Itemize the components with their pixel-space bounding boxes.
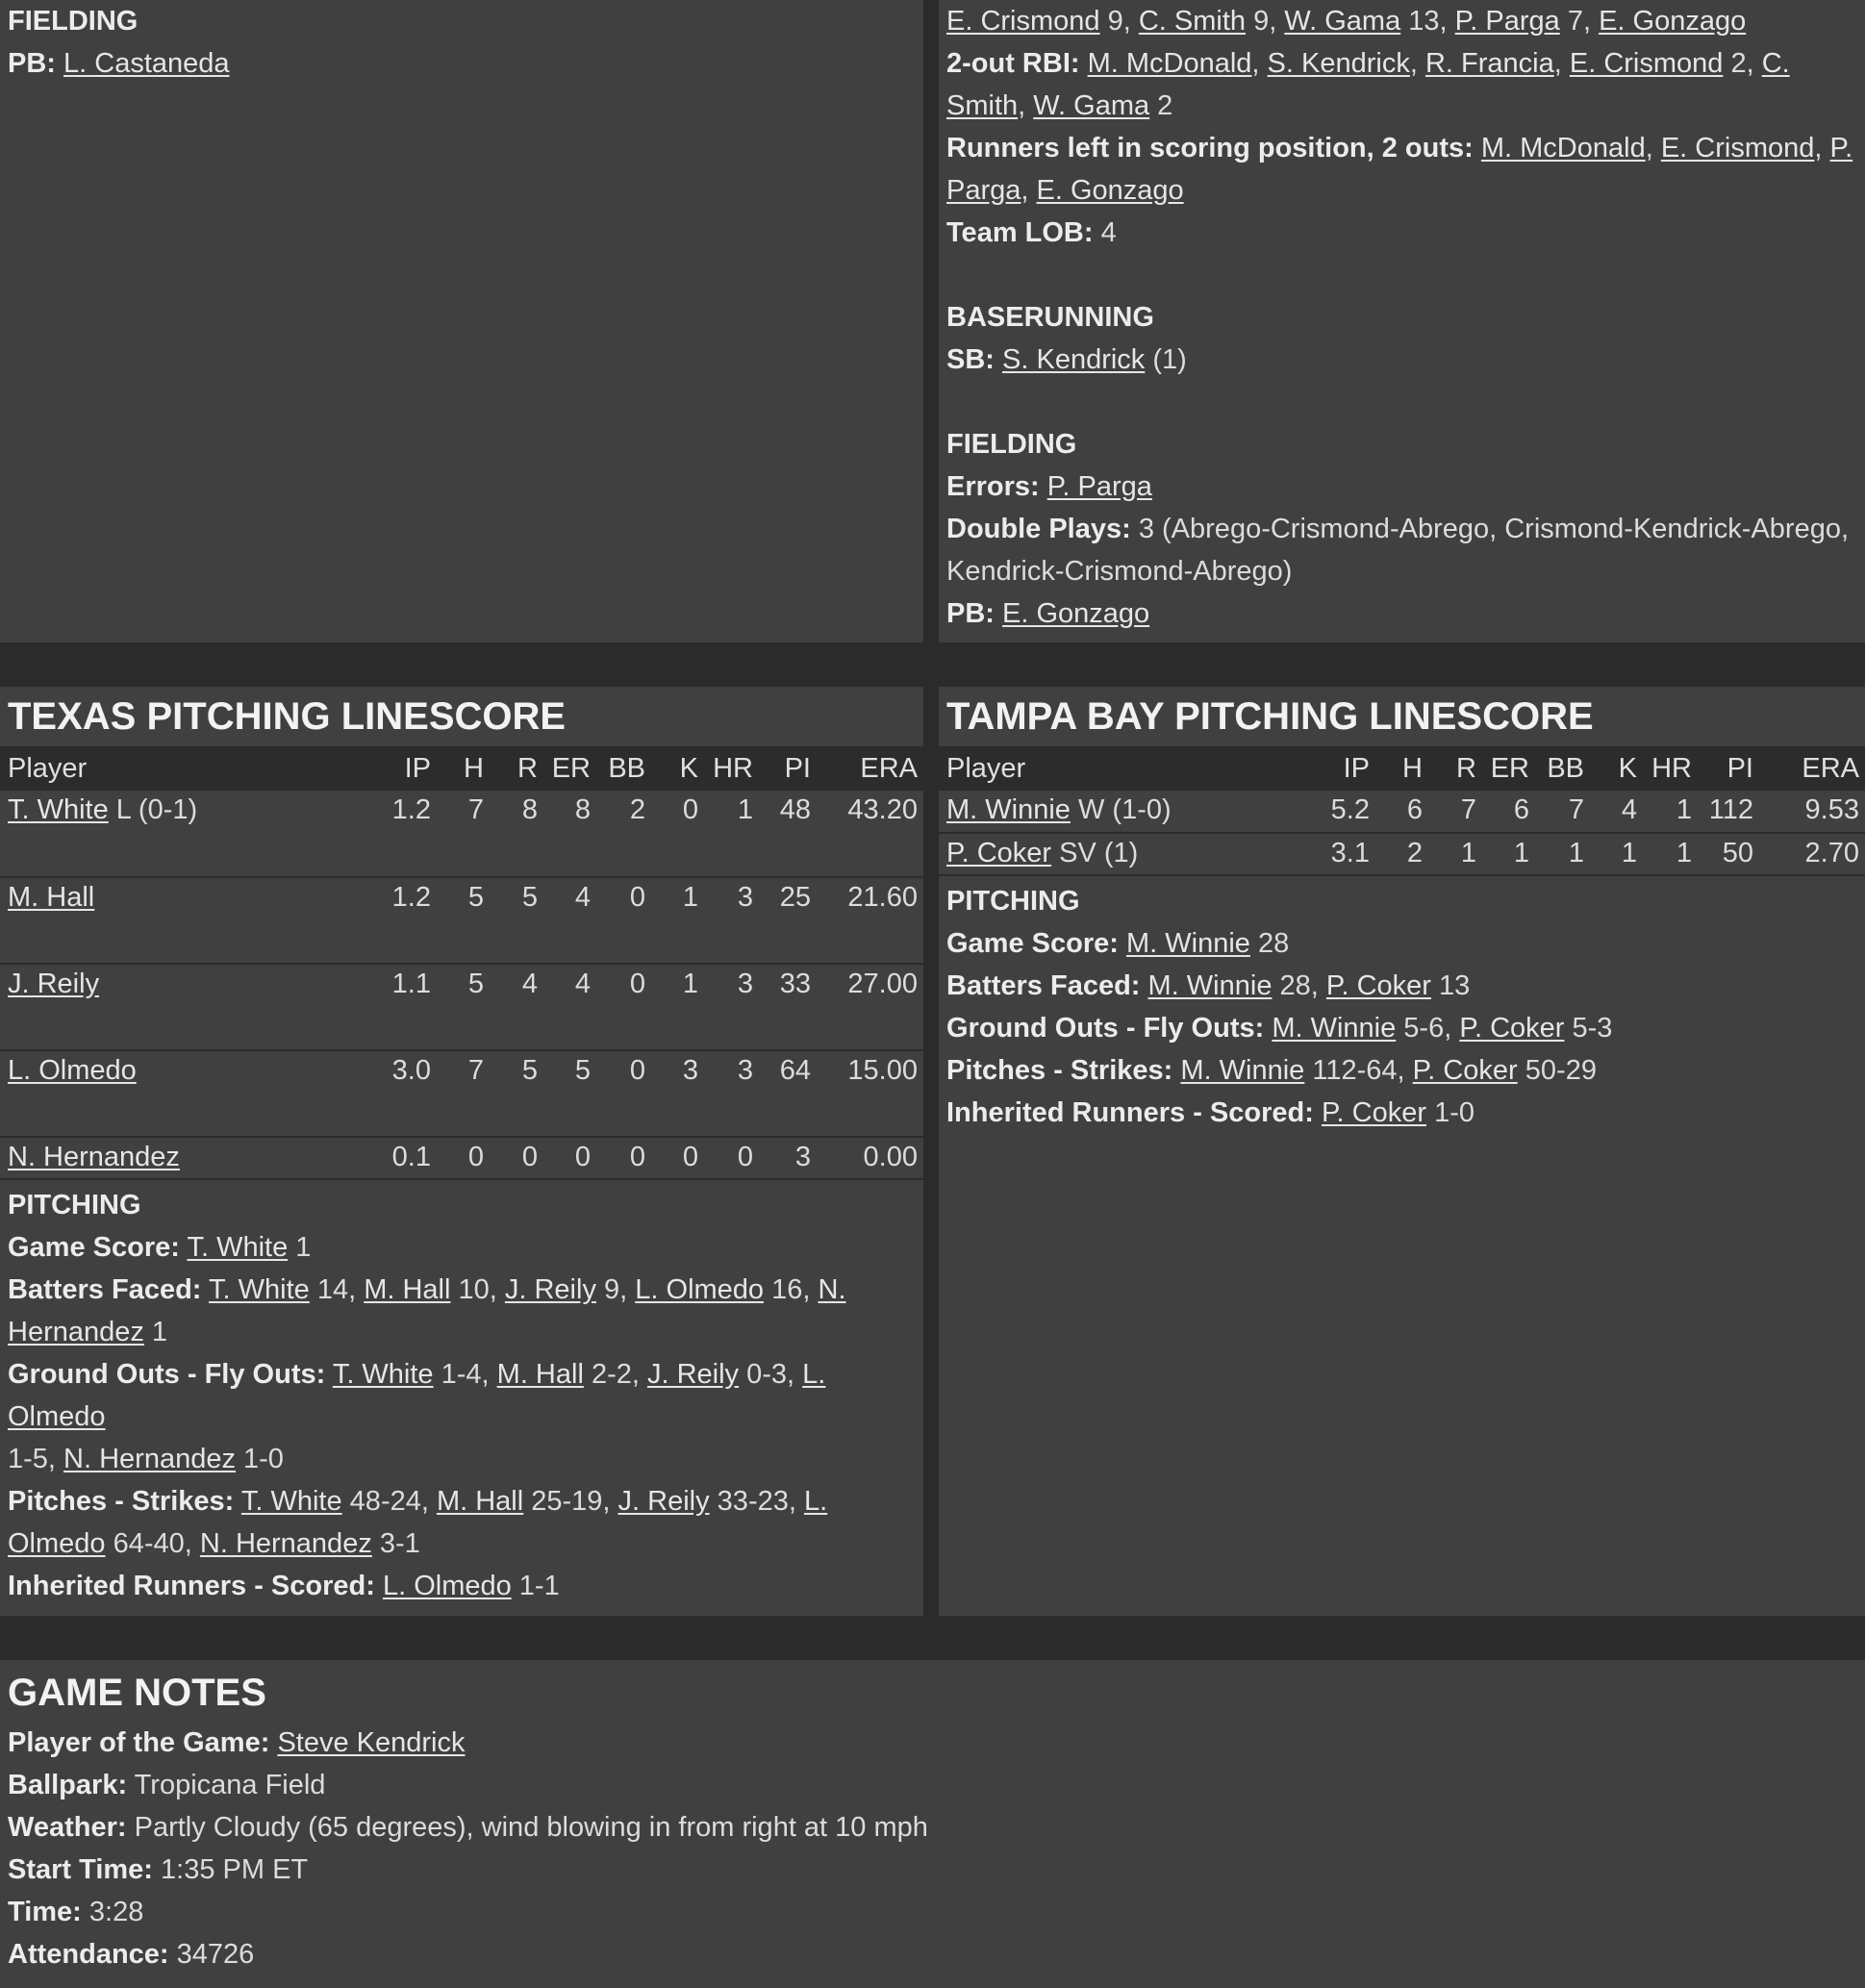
go-fo-line <box>946 1007 1857 1049</box>
stat-text: 7, <box>1559 6 1600 37</box>
player-cell <box>0 1137 385 1179</box>
er-cell: 4 <box>543 877 596 964</box>
stat-text: 10, <box>450 1274 505 1305</box>
ps-label: Pitches - Strikes: <box>8 1486 235 1517</box>
player-link[interactable]: M. Winnie <box>1272 1013 1397 1044</box>
player-link[interactable]: L. Olmedo <box>382 1571 512 1601</box>
col-header[interactable]: PI <box>1698 746 1759 791</box>
pb-label: PB: <box>946 598 995 629</box>
r-cell: 8 <box>490 791 543 877</box>
k-cell: 1 <box>651 964 704 1050</box>
table-header-row <box>939 746 1865 791</box>
stat-text: 9, <box>595 1274 636 1305</box>
texas-pitching-notes <box>0 1180 923 1607</box>
player-link[interactable]: P. Coker <box>1459 1013 1565 1044</box>
player-link[interactable]: M. Hall <box>8 882 95 913</box>
player-cell <box>0 877 385 964</box>
col-header[interactable]: ER <box>543 746 596 791</box>
player-link[interactable]: E. Crismond <box>1660 133 1815 164</box>
stat-text: 1-0 <box>235 1444 284 1474</box>
stat-text: 1-0 <box>1426 1097 1475 1128</box>
ps-label: Pitches - Strikes: <box>946 1055 1173 1086</box>
r-cell: 0 <box>490 1137 543 1179</box>
hr-cell: 3 <box>704 964 759 1050</box>
h-cell: 0 <box>437 1137 490 1179</box>
stat-text: 28 <box>1249 928 1290 959</box>
stat-text: 0-3, <box>739 1359 803 1390</box>
attendance-label: Attendance: <box>8 1939 169 1970</box>
stat-text: 64-40, <box>105 1528 200 1559</box>
player-link[interactable]: J. Reily <box>617 1486 710 1517</box>
h-cell: 7 <box>437 791 490 877</box>
player-link[interactable]: P. <box>1829 133 1853 164</box>
ir-label: Inherited Runners - Scored: <box>8 1571 375 1601</box>
pi-cell: 3 <box>759 1137 817 1179</box>
batters-faced-line <box>8 1269 916 1311</box>
era-cell: 43.20 <box>817 791 923 877</box>
sb-label: SB: <box>946 344 995 375</box>
player-cell <box>939 833 1323 875</box>
player-link[interactable]: T. White <box>187 1232 289 1263</box>
col-header[interactable]: R <box>1428 746 1482 791</box>
er-cell: 5 <box>543 1050 596 1137</box>
player-link[interactable]: E. Crismond <box>946 6 1100 37</box>
spacer <box>946 381 1857 423</box>
h-cell: 5 <box>437 964 490 1050</box>
player-cell <box>0 964 385 1050</box>
section-title: TEXAS PITCHING LINESCORE <box>8 695 567 738</box>
player-link[interactable]: Smith <box>946 90 1019 121</box>
lob-label: Team LOB: <box>946 217 1094 248</box>
player-link[interactable]: S. Kendrick <box>1002 344 1146 375</box>
player-link[interactable]: M. Hall <box>496 1359 584 1390</box>
stat-text: 2 <box>1149 90 1173 121</box>
era-cell: 9.53 <box>1759 791 1865 833</box>
rlisp-line-cont: Parga, E. Gonzago <box>946 175 1184 206</box>
col-header[interactable]: H <box>437 746 490 791</box>
ir-label: Inherited Runners - Scored: <box>946 1097 1314 1128</box>
er-cell: 4 <box>543 964 596 1050</box>
r-cell: 4 <box>490 964 543 1050</box>
weather-label: Weather: <box>8 1812 127 1843</box>
player-link[interactable]: M. Winnie <box>1180 1055 1305 1086</box>
two-out-rbi-line-cont: Smith, W. Gama 2 <box>946 90 1173 121</box>
section-title: GAME NOTES <box>8 1672 266 1714</box>
team-lob-line <box>946 212 1857 254</box>
col-header[interactable]: ER <box>1482 746 1535 791</box>
pb-line <box>8 42 916 85</box>
table-row <box>0 964 923 1050</box>
bb-cell: 0 <box>596 877 651 964</box>
fielding-header: FIELDING <box>946 429 1077 460</box>
time-value: 3:28 <box>81 1897 144 1927</box>
sb-count: (1) <box>1145 344 1187 375</box>
ip-cell: 1.2 <box>385 877 437 964</box>
stat-text: 2-2, <box>583 1359 647 1390</box>
stat-text: 33-23, <box>709 1486 804 1517</box>
ip-cell: 1.2 <box>385 791 437 877</box>
dp-label: Double Plays: <box>946 514 1131 544</box>
stat-text: 5-6, <box>1396 1013 1460 1044</box>
h-cell: 5 <box>437 877 490 964</box>
table-header-row <box>0 746 923 791</box>
bb-cell: 0 <box>596 1050 651 1137</box>
player-cell <box>0 1050 385 1137</box>
attendance-value: 34726 <box>168 1939 255 1970</box>
table-row <box>939 833 1865 875</box>
start-label: Start Time: <box>8 1854 153 1885</box>
er-cell: 8 <box>543 791 596 877</box>
start-time-line <box>8 1849 1857 1891</box>
attendance-line <box>8 1933 1857 1975</box>
player-link[interactable]: L. Castaneda <box>63 48 230 79</box>
col-header[interactable]: BB <box>596 746 651 791</box>
hr-cell: 1 <box>704 791 759 877</box>
weather-value: Partly Cloudy (65 degrees), wind blowing in from right at 10 mph <box>126 1812 928 1843</box>
player-link[interactable]: P. Coker <box>946 838 1052 868</box>
tampa-pitching-notes <box>939 876 1865 1134</box>
col-header[interactable]: HR <box>704 746 759 791</box>
stat-text: 50-29 <box>1517 1055 1597 1086</box>
h-cell: 6 <box>1375 791 1428 833</box>
era-cell: 2.70 <box>1759 833 1865 875</box>
errors-line <box>946 466 1857 508</box>
pi-cell: 50 <box>1698 833 1759 875</box>
player-cell <box>0 791 385 877</box>
pi-cell: 48 <box>759 791 817 877</box>
bb-cell: 0 <box>596 964 651 1050</box>
ballpark-value: Tropicana Field <box>127 1770 326 1800</box>
player-link[interactable]: C. Smith <box>1138 6 1247 37</box>
player-link[interactable]: L. Olmedo <box>635 1274 765 1305</box>
player-link[interactable]: W. Gama <box>1033 90 1150 121</box>
player-link[interactable]: S. Kendrick <box>1267 48 1410 79</box>
r-cell: 5 <box>490 1050 543 1137</box>
time-label: Time: <box>8 1897 82 1927</box>
hr-cell: 3 <box>704 877 759 964</box>
stat-text: 14, <box>309 1274 365 1305</box>
player-link[interactable]: J. Reily <box>504 1274 596 1305</box>
player-link[interactable]: L. Olmedo <box>8 1055 137 1086</box>
player-link[interactable]: E. Crismond <box>1569 48 1724 79</box>
col-header[interactable]: BB <box>1535 746 1590 791</box>
player-link[interactable]: J. Reily <box>646 1359 740 1390</box>
table-row <box>0 791 923 877</box>
spacer <box>946 254 1857 296</box>
player-cell <box>939 791 1323 833</box>
pitching-header: PITCHING <box>946 886 1080 917</box>
go-fo-line-cont <box>8 1438 916 1480</box>
batters-faced-line-cont <box>8 1311 916 1353</box>
start-value: 1:35 PM ET <box>152 1854 309 1885</box>
player-link[interactable]: T. White <box>240 1486 342 1517</box>
pitching-header: PITCHING <box>8 1190 141 1220</box>
col-header[interactable]: Player <box>0 746 385 791</box>
stat-text: 1 <box>143 1317 168 1347</box>
potg-label: Player of the Game: <box>8 1727 270 1758</box>
player-link[interactable]: E. Gonzago <box>1002 598 1150 629</box>
er-cell: 6 <box>1482 791 1535 833</box>
double-plays-line-cont: Kendrick-Crismond-Abrego) <box>946 556 1293 587</box>
col-header[interactable]: Player <box>939 746 1323 791</box>
col-header[interactable]: H <box>1375 746 1428 791</box>
bf-label: Batters Faced: <box>8 1274 202 1305</box>
pb-label: PB: <box>8 48 56 79</box>
ballpark-line <box>8 1764 1857 1806</box>
pitches-strikes-line <box>8 1480 916 1522</box>
lob-value: 4 <box>1093 217 1117 248</box>
player-link[interactable]: N. <box>818 1274 846 1305</box>
batting-line-1 <box>946 0 1857 42</box>
ip-cell: 3.1 <box>1323 833 1375 875</box>
stat-text: 9, <box>1246 6 1285 37</box>
inherited-runners-line <box>946 1092 1857 1134</box>
player-link[interactable]: Steve Kendrick <box>277 1727 466 1758</box>
stat-text: 13, <box>1400 6 1455 37</box>
decision-note: W (1-0) <box>1070 794 1172 825</box>
errors-label: Errors: <box>946 471 1040 502</box>
hr-cell: 1 <box>1643 791 1698 833</box>
game-score-label: Game Score: <box>946 928 1119 959</box>
er-cell: 0 <box>543 1137 596 1179</box>
dp-value: 3 (Abrego-Crismond-Abrego, Crismond-Kendrick-Abrego, <box>1130 514 1850 544</box>
stat-text: 1-4, <box>433 1359 497 1390</box>
tampa-pitching-panel <box>939 687 1865 1616</box>
double-plays-line <box>946 508 1857 550</box>
k-cell: 0 <box>651 1137 704 1179</box>
pi-cell: 112 <box>1698 791 1759 833</box>
game-notes-panel <box>0 1660 1865 1988</box>
player-link[interactable]: R. Francia <box>1424 48 1554 79</box>
weather-line <box>8 1806 1857 1849</box>
stat-text: 5-3 <box>1564 1013 1613 1044</box>
stat-text: 48-24, <box>341 1486 437 1517</box>
era-cell: 21.60 <box>817 877 923 964</box>
ip-cell: 1.1 <box>385 964 437 1050</box>
go-fo-line <box>8 1353 916 1438</box>
player-link[interactable]: P. Coker <box>1325 970 1431 1001</box>
player-link[interactable]: P. Parga <box>1454 6 1560 37</box>
er-cell: 1 <box>1482 833 1535 875</box>
go-label: Ground Outs - Fly Outs: <box>8 1359 326 1390</box>
player-link[interactable]: M. Winnie <box>946 794 1071 825</box>
col-header[interactable]: K <box>651 746 704 791</box>
era-cell: 0.00 <box>817 1137 923 1179</box>
col-header[interactable]: ERA <box>1759 746 1865 791</box>
player-link[interactable]: M. Hall <box>436 1486 524 1517</box>
player-link[interactable]: N. Hernandez <box>8 1142 180 1172</box>
player-link[interactable]: Hernandez <box>8 1317 144 1347</box>
texas-pitching-panel <box>0 687 923 1616</box>
player-link[interactable]: P. Parga <box>1046 471 1152 502</box>
col-header[interactable]: K <box>1590 746 1643 791</box>
player-link[interactable]: P. Coker <box>1412 1055 1518 1086</box>
bf-label: Batters Faced: <box>946 970 1141 1001</box>
bb-cell: 1 <box>1535 833 1590 875</box>
k-cell: 3 <box>651 1050 704 1137</box>
player-link[interactable]: C. <box>1761 48 1790 79</box>
k-cell: 0 <box>651 791 704 877</box>
player-link[interactable]: J. Reily <box>8 969 100 999</box>
ballpark-label: Ballpark: <box>8 1770 128 1800</box>
stat-text: 1-5, <box>8 1444 64 1474</box>
pb-line <box>946 592 1857 635</box>
k-cell: 4 <box>1590 791 1643 833</box>
player-link[interactable]: T. White <box>332 1359 434 1390</box>
two-out-rbi-line: 2-out RBI: M. McDonald, S. Kendrick, R. Francia, E. Crismond 2, C. <box>946 48 1790 79</box>
stat-text: 16, <box>764 1274 819 1305</box>
stat-text: 3-1 <box>371 1528 420 1559</box>
col-header[interactable]: PI <box>759 746 817 791</box>
table-row <box>939 791 1865 833</box>
player-link[interactable]: W. Gama <box>1284 6 1401 37</box>
texas-pitching-table <box>0 746 923 1180</box>
table-row <box>0 877 923 964</box>
hr-cell: 1 <box>1643 833 1698 875</box>
ip-cell: 0.1 <box>385 1137 437 1179</box>
section-title: TAMPA BAY PITCHING LINESCORE <box>946 695 1594 738</box>
game-score-line <box>8 1226 916 1269</box>
stat-text: 2, <box>1723 48 1762 79</box>
r-cell: 5 <box>490 877 543 964</box>
k-cell: 1 <box>1590 833 1643 875</box>
texas-fielding-panel <box>0 0 923 642</box>
player-link[interactable]: E. Gonzago <box>1599 6 1747 37</box>
tampa-batting-notes-panel <box>939 0 1865 642</box>
r-cell: 1 <box>1428 833 1482 875</box>
bb-cell: 2 <box>596 791 651 877</box>
player-link[interactable]: M. Winnie <box>1147 970 1273 1001</box>
player-link[interactable]: L. Olmedo <box>8 1359 826 1432</box>
player-link[interactable]: P. Coker <box>1321 1097 1427 1128</box>
ip-cell: 3.0 <box>385 1050 437 1137</box>
rlisp-label: Runners left in scoring position, 2 outs: <box>946 133 1474 164</box>
go-label: Ground Outs - Fly Outs: <box>946 1013 1265 1044</box>
player-link[interactable]: M. Hall <box>364 1274 451 1305</box>
player-link[interactable]: N. Hernandez <box>199 1528 372 1559</box>
era-cell: 15.00 <box>817 1050 923 1137</box>
decision-note: L (0-1) <box>108 794 198 825</box>
pitches-strikes-line <box>946 1049 1857 1092</box>
player-of-game-line <box>8 1722 1857 1764</box>
stat-text: 9, <box>1099 6 1139 37</box>
pi-cell: 25 <box>759 877 817 964</box>
bb-cell: 7 <box>1535 791 1590 833</box>
table-row <box>0 1050 923 1137</box>
game-score-label: Game Score: <box>8 1232 180 1263</box>
player-link[interactable]: T. White <box>209 1274 310 1305</box>
fielding-header: FIELDING <box>8 6 139 37</box>
ip-cell: 5.2 <box>1323 791 1375 833</box>
stat-text: 1 <box>288 1232 312 1263</box>
player-link[interactable]: E. Gonzago <box>1036 175 1184 206</box>
col-header[interactable]: IP <box>1323 746 1375 791</box>
r-cell: 7 <box>1428 791 1482 833</box>
k-cell: 1 <box>651 877 704 964</box>
decision-note: SV (1) <box>1051 838 1139 868</box>
game-notes-body <box>0 1722 1865 1975</box>
rlisp-line: Runners left in scoring position, 2 outs: M. McDonald, E. Crismond, P. <box>946 133 1853 164</box>
table-row <box>0 1137 923 1179</box>
player-link[interactable]: M. Winnie <box>1125 928 1250 959</box>
pi-cell: 64 <box>759 1050 817 1137</box>
stat-text: 13 <box>1430 970 1471 1001</box>
hr-cell: 3 <box>704 1050 759 1137</box>
sb-line <box>946 339 1857 381</box>
player-link[interactable]: L. <box>803 1486 828 1517</box>
hr-cell: 0 <box>704 1137 759 1179</box>
game-time-line <box>8 1891 1857 1933</box>
player-link[interactable]: Parga <box>946 175 1021 206</box>
stat-text: 25-19, <box>523 1486 618 1517</box>
pitches-strikes-line-cont <box>8 1522 916 1565</box>
rbi-label: 2-out RBI: <box>946 48 1080 79</box>
batters-faced-line <box>946 965 1857 1007</box>
stat-text: 28, <box>1272 970 1326 1001</box>
stat-text: 1-1 <box>511 1571 560 1601</box>
game-score-line <box>946 922 1857 965</box>
era-cell: 27.00 <box>817 964 923 1050</box>
bb-cell: 0 <box>596 1137 651 1179</box>
h-cell: 2 <box>1375 833 1428 875</box>
col-header[interactable]: R <box>490 746 543 791</box>
player-link[interactable]: Olmedo <box>8 1528 106 1559</box>
pi-cell: 33 <box>759 964 817 1050</box>
baserunning-header: BASERUNNING <box>946 302 1154 333</box>
h-cell: 7 <box>437 1050 490 1137</box>
player-link[interactable]: M. McDonald <box>1087 48 1252 79</box>
player-link[interactable]: T. White <box>8 794 109 825</box>
tampa-pitching-table <box>939 746 1865 876</box>
inherited-runners-line <box>8 1565 916 1607</box>
player-link[interactable]: N. Hernandez <box>63 1444 236 1474</box>
player-link[interactable]: M. McDonald <box>1480 133 1646 164</box>
col-header[interactable]: IP <box>385 746 437 791</box>
col-header[interactable]: ERA <box>817 746 923 791</box>
col-header[interactable]: HR <box>1643 746 1698 791</box>
stat-text: 112-64, <box>1304 1055 1413 1086</box>
